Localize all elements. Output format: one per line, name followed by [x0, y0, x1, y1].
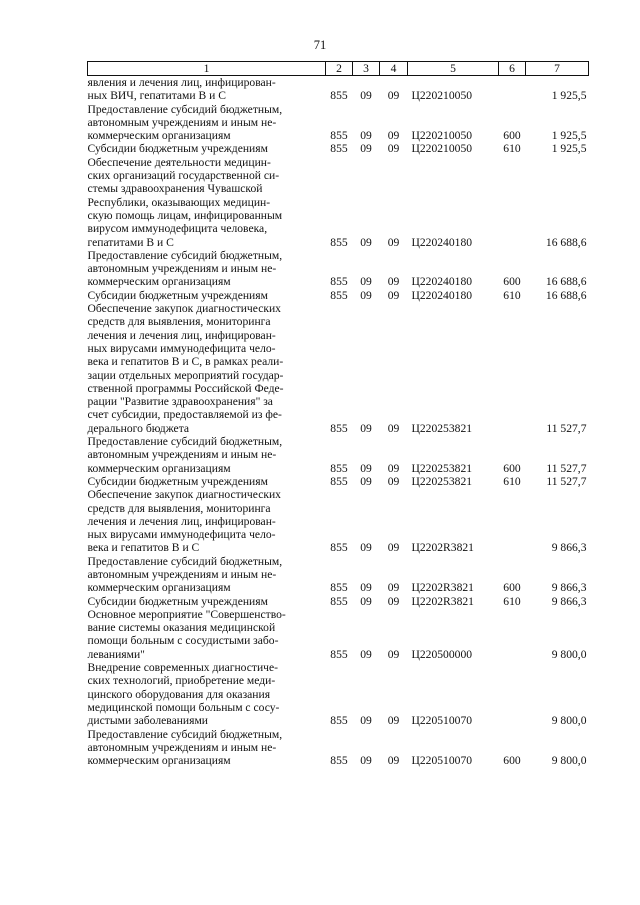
row-description: Предоставление субсидий бюджетным, автономным учреждениям и иным не- коммерческим организациям: [87, 727, 283, 768]
header-col-7: 7: [526, 62, 589, 76]
row-admin-code: 855: [330, 594, 348, 608]
row-amount: 11 527,7: [546, 474, 587, 488]
row-admin-code: 855: [330, 474, 348, 488]
row-admin-code: 855: [330, 714, 348, 728]
row-description: Предоставление субсидий бюджетным, автономным учреждениям и иным не- коммерческим организациям: [87, 102, 283, 143]
row-target-article: Ц220510070: [411, 714, 473, 728]
row-subsection: 09: [387, 474, 400, 488]
table-row: [88, 728, 589, 768]
row-target-article: Ц220500000: [411, 647, 473, 661]
table-row: [88, 475, 589, 488]
row-expense-type: 610: [503, 288, 521, 302]
row-amount: 9 800,0: [551, 754, 587, 768]
row-expense-type: [499, 302, 526, 435]
row-expense-type: 610: [503, 594, 521, 608]
row-admin-code: 855: [330, 647, 348, 661]
row-expense-type: 600: [503, 581, 521, 595]
row-target-article: Ц2202R3821: [411, 541, 474, 555]
row-target-article: Ц220240180: [411, 275, 473, 289]
row-expense-type: [499, 156, 526, 249]
row-admin-code: 855: [330, 581, 348, 595]
row-section: 09: [360, 142, 372, 156]
row-target-article: Ц220210050: [411, 89, 473, 103]
row-section: 09: [360, 474, 372, 488]
row-amount: 1 925,5: [551, 129, 587, 143]
header-col-4: 4: [380, 62, 408, 76]
row-section: 09: [360, 288, 372, 302]
row-target-article: Ц220240180: [411, 235, 473, 249]
row-amount: 1 925,5: [551, 89, 587, 103]
row-section: 09: [360, 581, 372, 595]
row-admin-code: 855: [330, 235, 348, 249]
row-admin-code: 855: [330, 275, 348, 289]
row-expense-type: [499, 76, 526, 103]
header-col-3: 3: [353, 62, 380, 76]
table-row: [88, 289, 589, 302]
table-row: [88, 608, 589, 661]
row-subsection: 09: [387, 421, 400, 435]
row-section: 09: [360, 461, 372, 475]
row-section: 09: [360, 129, 372, 143]
header-row: [88, 62, 589, 76]
row-expense-type: 600: [503, 275, 521, 289]
row-amount: 16 688,6: [545, 288, 587, 302]
row-amount: 1 925,5: [551, 142, 587, 156]
row-amount: 11 527,7: [546, 421, 587, 435]
row-description: явления и лечения лиц, инфицирован- ных ВИЧ, гепатитами В и С: [87, 76, 276, 103]
header-col-1: 1: [88, 62, 326, 76]
row-description: Субсидии бюджетным учреждениям: [87, 594, 268, 608]
row-subsection: 09: [387, 142, 400, 156]
row-section: 09: [360, 754, 372, 768]
row-admin-code: 855: [330, 754, 348, 768]
table-row: [88, 661, 589, 727]
row-section: 09: [360, 275, 372, 289]
row-description: Основное мероприятие "Совершенство- вание системы оказания медицинской помощи больным с сосудистыми забо- леваниями": [87, 607, 286, 661]
table-row: [88, 76, 589, 103]
row-target-article: Ц220210050: [411, 129, 473, 143]
table-row: [88, 595, 589, 608]
row-description: Обеспечение деятельности медицин- ских организаций государственной си- стемы здравоохранения Чувашской Республики, оказывающих медицин- скую помощь лицам, инфицированным вирусом иммунодефицита человека, гепатитами В и С: [87, 155, 283, 249]
row-admin-code: 855: [330, 461, 348, 475]
row-expense-type: [499, 488, 526, 554]
row-target-article: Ц220253821: [411, 421, 473, 435]
table-row: [88, 156, 589, 249]
row-subsection: 09: [387, 647, 400, 661]
row-amount: 16 688,6: [545, 275, 587, 289]
row-amount: 9 866,3: [551, 581, 587, 595]
row-target-article: Ц2202R3821: [411, 594, 474, 608]
row-expense-type: [499, 608, 526, 661]
row-description: Предоставление субсидий бюджетным, автономным учреждениям и иным не- коммерческим организациям: [87, 554, 283, 595]
row-admin-code: 855: [330, 288, 348, 302]
row-target-article: Ц220210050: [411, 142, 473, 156]
row-subsection: 09: [387, 541, 400, 555]
row-section: 09: [360, 235, 372, 249]
table-row: [88, 302, 589, 435]
row-admin-code: 855: [330, 142, 348, 156]
row-target-article: Ц2202R3821: [411, 581, 474, 595]
row-subsection: 09: [387, 288, 400, 302]
row-target-article: Ц220253821: [411, 461, 473, 475]
row-subsection: 09: [387, 594, 400, 608]
row-description: Обеспечение закупок диагностических средств для выявления, мониторинга лечения и лечения лиц, инфицирован- ных вирусами иммунодефицита чело- века и гепатитов В и С: [87, 488, 281, 555]
table-row: [88, 103, 589, 143]
row-amount: 9 800,0: [551, 714, 587, 728]
page-number: 71: [313, 38, 327, 52]
row-subsection: 09: [387, 461, 400, 475]
row-amount: 11 527,7: [546, 461, 587, 475]
row-amount: 9 800,0: [551, 647, 587, 661]
row-target-article: Ц220510070: [411, 754, 473, 768]
row-expense-type: 610: [503, 142, 521, 156]
row-section: 09: [360, 89, 372, 103]
header-col-5: 5: [408, 62, 499, 76]
row-expense-type: 600: [503, 754, 521, 768]
table-row: [88, 488, 589, 554]
table-row: [88, 435, 589, 475]
row-subsection: 09: [387, 89, 400, 103]
row-amount: 9 866,3: [551, 541, 587, 555]
row-section: 09: [360, 647, 372, 661]
budget-table: [87, 61, 589, 767]
table-row: [88, 249, 589, 289]
row-section: 09: [360, 421, 372, 435]
row-expense-type: 600: [503, 129, 521, 143]
header-col-2: 2: [326, 62, 353, 76]
table-row: [88, 142, 589, 155]
row-section: 09: [360, 714, 372, 728]
row-amount: 16 688,6: [545, 235, 587, 249]
row-section: 09: [360, 541, 372, 555]
row-admin-code: 855: [330, 421, 348, 435]
row-subsection: 09: [387, 754, 400, 768]
row-admin-code: 855: [330, 89, 348, 103]
row-description: Предоставление субсидий бюджетным, автономным учреждениям и иным не- коммерческим организациям: [87, 248, 283, 289]
row-target-article: Ц220240180: [411, 288, 473, 302]
row-subsection: 09: [387, 581, 400, 595]
row-amount: 9 866,3: [551, 594, 587, 608]
row-description: Субсидии бюджетным учреждениям: [87, 474, 268, 488]
row-subsection: 09: [387, 275, 400, 289]
table-row: [88, 555, 589, 595]
row-description: Предоставление субсидий бюджетным, автономным учреждениям и иным не- коммерческим организациям: [87, 435, 283, 475]
row-subsection: 09: [387, 129, 400, 143]
row-subsection: 09: [387, 235, 400, 249]
row-description: Субсидии бюджетным учреждениям: [87, 288, 268, 302]
row-description: Субсидии бюджетным учреждениям: [87, 142, 268, 156]
header-col-6: 6: [499, 62, 526, 76]
row-description: Обеспечение закупок диагностических средств для выявления, мониторинга лечения и лечения лиц, инфицирован- ных вирусами иммунодефицита чело- века и гепатитов В и С, в рамках реали- зации отдельных мероприятий государ- ственной программы Российской Феде- рации "Развитие здравоохранения" за счет субсидии, предоставляемой из фе- дерального бюджета: [87, 302, 284, 435]
row-description: Внедрение современных диагностиче- ских технологий, приобретение меди- цинского оборудования для оказания медицинской помощи больным с сосу- дистыми заболеваниями: [87, 661, 280, 728]
row-expense-type: 610: [503, 474, 521, 488]
row-expense-type: [499, 661, 526, 727]
row-target-article: Ц220253821: [411, 474, 473, 488]
row-admin-code: 855: [330, 541, 348, 555]
row-admin-code: 855: [330, 129, 348, 143]
row-subsection: 09: [387, 714, 400, 728]
row-section: 09: [360, 594, 372, 608]
row-expense-type: 600: [503, 461, 521, 475]
